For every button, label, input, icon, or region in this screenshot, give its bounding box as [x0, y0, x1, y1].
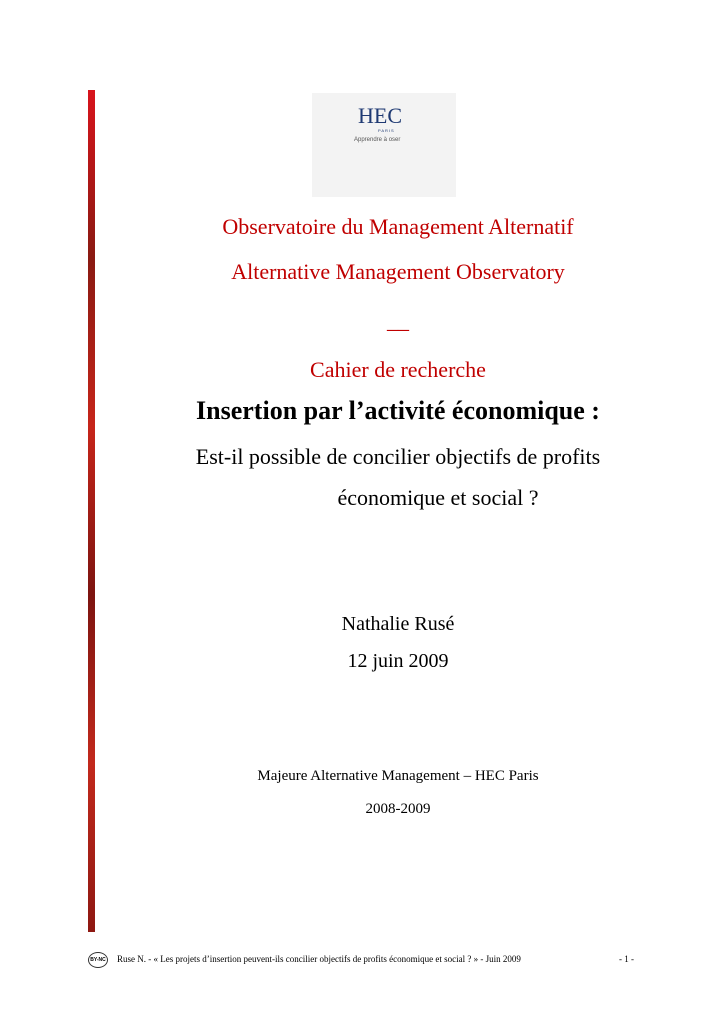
subtitle-line-2: économique et social ?: [337, 485, 539, 510]
cahier-de-recherche: Cahier de recherche: [310, 357, 486, 382]
observatoire-fr: Observatoire du Management Alternatif: [222, 214, 574, 239]
program-name: Majeure Alternative Management – HEC Paris: [257, 768, 539, 784]
subtitle-line-1: Est-il possible de concilier objectifs de profits: [195, 444, 601, 469]
document-title: Insertion par l’activité économique :: [196, 396, 600, 425]
program-years: 2008-2009: [365, 801, 431, 817]
author-name: Nathalie Rusé: [341, 613, 455, 635]
footer-citation: Ruse N. - « Les projets d’insertion peuvent-ils concilier objectifs de profits économique et social ? » - Juin 2009: [117, 954, 521, 964]
logo-sub: PARIS: [378, 128, 395, 133]
separator-dash: __: [387, 308, 409, 333]
logo-tagline: Apprendre à oser: [354, 137, 401, 143]
page-number: - 1 -: [619, 954, 634, 964]
creative-commons-icon: BY-NC: [88, 952, 108, 968]
observatoire-en: Alternative Management Observatory: [231, 259, 565, 284]
publication-date: 12 juin 2009: [347, 650, 449, 672]
page-footer: [88, 952, 648, 972]
logo-name: HEC: [358, 103, 402, 128]
decorative-red-bar: [88, 90, 95, 932]
hec-logo: [312, 93, 456, 197]
